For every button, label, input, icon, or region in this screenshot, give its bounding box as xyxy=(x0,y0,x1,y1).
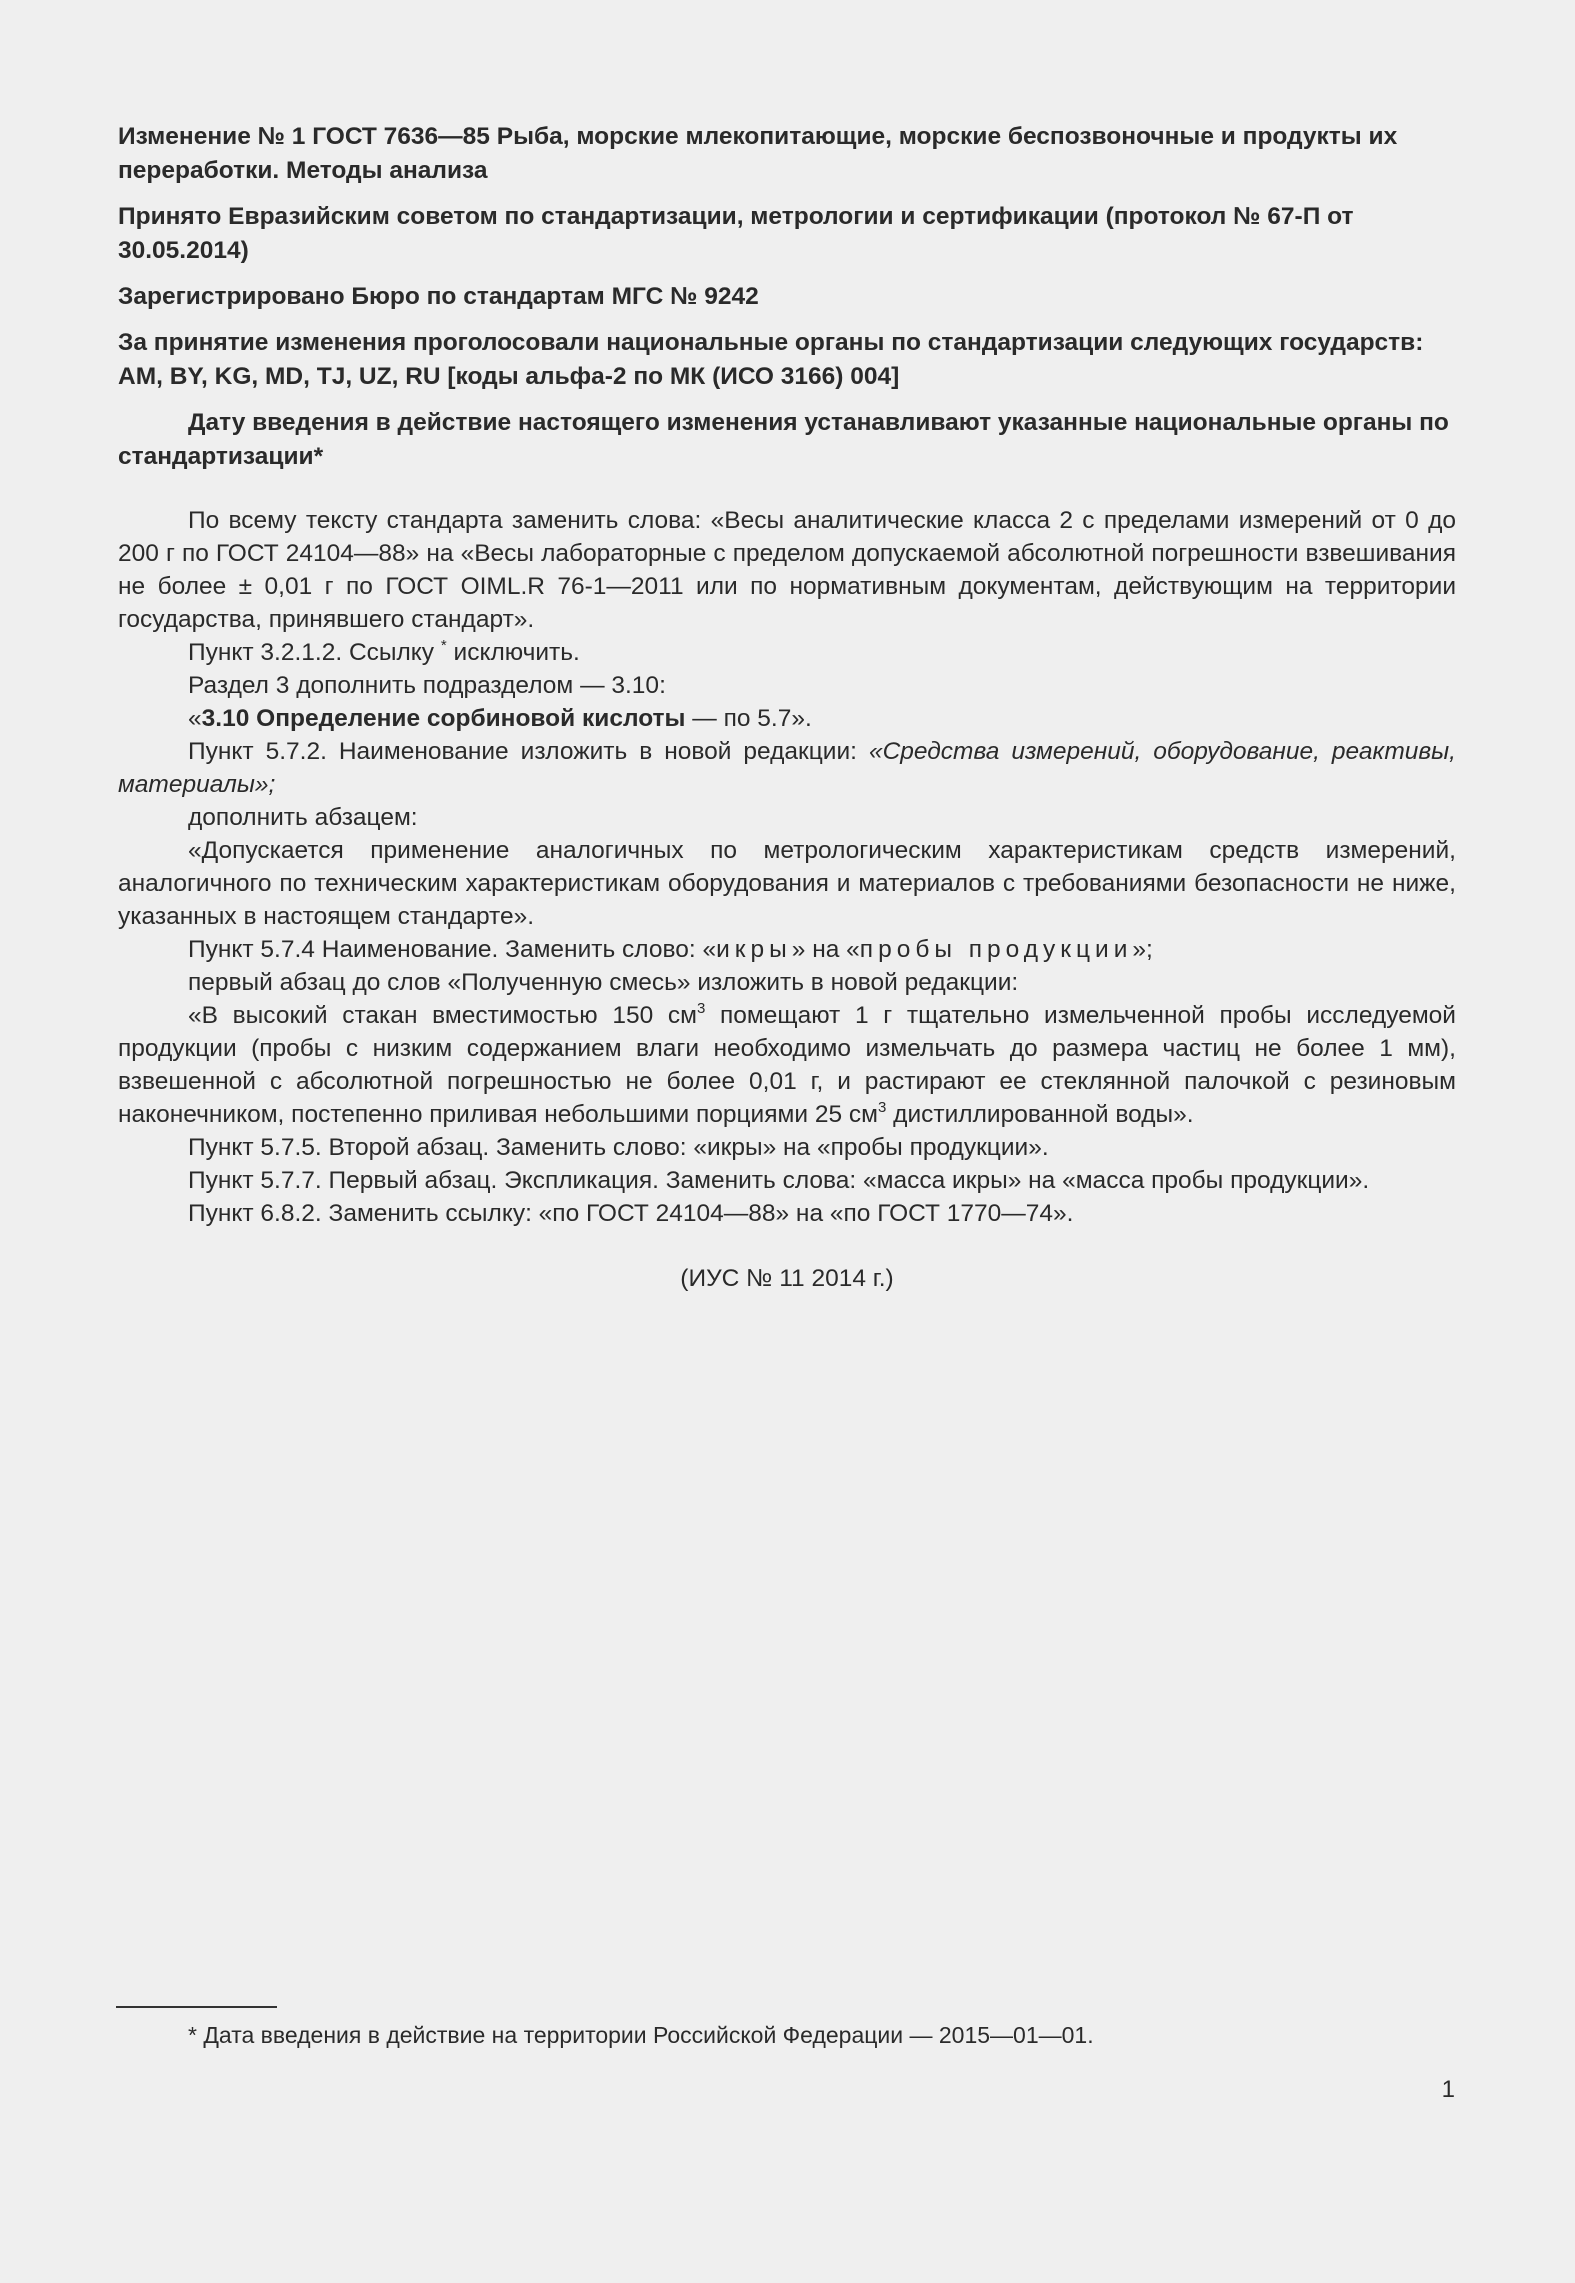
paragraph: «В высокий стакан вместимостью 150 $см^3$ помещают 1 г тщательно измельченной пробы исследуемой продукции (пробы с низким содержанием влаги необходимо измельчать до размера частиц не более 1 мм), взвешенной с абсолютной погрешностью не более 0,01 г, и растирают ее стеклянной палочкой с резиновым наконечником, постепенно приливая небольшими порциями 25 $см^3$ дистиллированной воды». xyxy=(118,1000,1456,1128)
paragraph: Пункт 5.7.4 Наименование. Заменить слово: «икры» на «пробы продукции»; xyxy=(188,936,1153,963)
amendment-body xyxy=(118,504,1456,1295)
adopted-by: Принято Евразийским советом по стандартизации, метрологии и сертификации (протокол № 67-П от 30.05.2014) xyxy=(118,203,1354,264)
voting-states: За принятие изменения проголосовали национальные органы по стандартизации следующих государств: AM, BY, KG, MD, TJ, UZ, RU [коды альфа-2 по МК (ИСО 3166) 004] xyxy=(118,329,1424,390)
document-page xyxy=(118,120,1456,1295)
paragraph: Пункт 5.7.7. Первый абзац. Экспликация. Заменить слова: «масса икры» на «масса пробы продукции». xyxy=(188,1167,1370,1194)
footnote: * Дата введения в действие на территории Российской Федерации — 2015—01—01. xyxy=(188,2022,1094,2048)
amendment-title: Изменение № 1 ГОСТ 7636—85 Рыба, морские млекопитающие, морские беспозвоночные и продукты их переработки. Методы анализа xyxy=(118,123,1398,184)
paragraph: Пункт 6.8.2. Заменить ссылку: «по ГОСТ 24104—88» на «по ГОСТ 1770—74». xyxy=(188,1200,1074,1227)
ius-reference: (ИУС № 11 2014 г.) xyxy=(680,1265,894,1292)
paragraph: Раздел 3 дополнить подразделом — 3.10: xyxy=(188,672,666,699)
registered-by: Зарегистрировано Бюро по стандартам МГС № 9242 xyxy=(118,283,759,310)
paragraph: Пункт 5.7.2. Наименование изложить в новой редакции: «Средства измерений, оборудование, реактивы, материалы»; xyxy=(118,738,1456,798)
paragraph: первый абзац до слов «Полученную смесь» изложить в новой редакции: xyxy=(188,969,1019,996)
paragraph: По всему тексту стандарта заменить слова: «Весы аналитические класса 2 с пределами измерений от 0 до 200 г по ГОСТ 24104—88» на «Весы лабораторные с пределом допускаемой абсолютной погрешности взвешивания не более ± 0,01 г по ГОСТ OIML.R 76-1—2011 или по нормативным документам, действующим на территории государства, принявшего стандарт». xyxy=(118,507,1456,633)
footnote-divider xyxy=(116,2006,277,2008)
page-number: 1 xyxy=(1441,2076,1455,2103)
paragraph: «Допускается применение аналогичных по метрологическим характеристикам средств измерений, аналогичного по техническим характеристикам оборудования и материалов с требованиями безопасности не ниже, указанных в настоящем стандарте». xyxy=(118,837,1456,930)
paragraph: «3.10 Определение сорбиновой кислоты — по 5.7». xyxy=(188,705,812,732)
paragraph: Пункт 3.2.1.2. Ссылку * исключить. xyxy=(188,637,580,666)
paragraph: дополнить абзацем: xyxy=(188,804,418,831)
effective-date-note: Дату введения в действие настоящего изменения устанавливают указанные национальные органы по стандартизации* xyxy=(118,409,1449,470)
paragraph: Пункт 5.7.5. Второй абзац. Заменить слово: «икры» на «пробы продукции». xyxy=(188,1134,1049,1161)
